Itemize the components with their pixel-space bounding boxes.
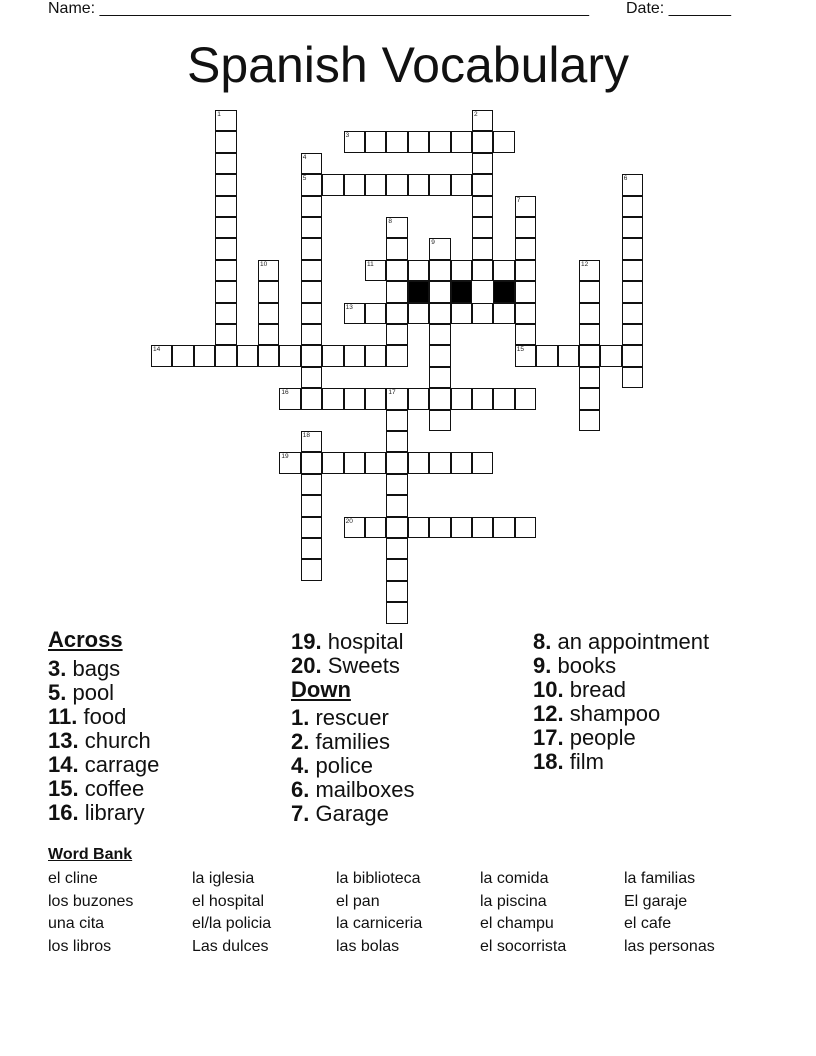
crossword-cell[interactable] [408,260,429,281]
crossword-cell[interactable] [215,131,236,152]
clue-number: 20 [345,517,353,525]
clue-number: 5. [48,680,67,705]
crossword-cell[interactable] [386,559,407,580]
crossword-cell[interactable] [408,452,429,473]
crossword-cell[interactable] [472,110,493,131]
clue-item [533,654,709,678]
clue-text: church [78,728,151,753]
crossword-cell[interactable] [429,324,450,345]
clue-text: families [309,729,391,754]
word-bank-item: el hospital [192,892,265,910]
crossword-cell[interactable] [322,174,343,195]
clue-number: 14. [48,752,79,777]
clue-item [533,750,709,774]
crossword-cell[interactable] [344,388,365,409]
clue-item [291,802,415,826]
crossword-cell[interactable] [429,174,450,195]
crossword-cell[interactable] [386,581,407,602]
word-bank-item: Las dulces [192,937,269,955]
clue-number: 2 [474,111,478,118]
crossword-cell[interactable] [515,345,536,366]
crossword-cell[interactable] [622,217,643,238]
clue-item [533,726,709,750]
crossword-cell[interactable] [386,303,407,324]
crossword-cell[interactable] [579,388,600,409]
crossword-cell[interactable] [429,238,450,259]
clue-number: 16. [48,800,79,825]
crossword-cell[interactable] [622,196,643,217]
crossword-cell[interactable] [622,367,643,388]
crossword-cell[interactable] [386,174,407,195]
clue-item [48,657,159,681]
clue-number: 7 [516,196,521,204]
crossword-cell[interactable] [279,452,300,473]
clue-item [291,754,415,778]
crossword-cell[interactable] [215,174,236,195]
crossword-cell[interactable] [493,303,514,324]
clue-text: hospital [321,629,404,654]
crossword-cell[interactable] [429,260,450,281]
crossword-cell[interactable] [472,238,493,259]
crossword-cell[interactable] [515,217,536,238]
clue-number: 2. [291,729,310,754]
crossword-cell[interactable] [386,538,407,559]
black-cell [408,281,429,302]
crossword-cell[interactable] [365,388,386,409]
clue-number: 1. [291,705,310,730]
crossword-cell[interactable] [515,196,536,217]
clue-number: 4 [302,153,307,161]
clue-text: carrage [78,752,160,777]
clue-number: 11 [367,260,374,268]
crossword-cell[interactable] [301,431,322,452]
clue-text: an appointment [551,629,710,654]
crossword-cell[interactable] [386,474,407,495]
word-bank-item: los buzones [48,892,134,910]
crossword-cell[interactable] [365,131,386,152]
clue-text: library [78,800,145,825]
crossword-cell[interactable] [386,388,407,409]
crossword-cell[interactable] [472,131,493,152]
crossword-cell[interactable] [451,452,472,473]
crossword-cell[interactable] [301,260,322,281]
crossword-cell[interactable] [301,281,322,302]
word-bank-item: el/la policia [192,915,272,932]
crossword-cell[interactable] [472,174,493,195]
word-bank-item: la piscina [480,892,547,910]
crossword-cell[interactable] [301,474,322,495]
clue-number: 17 [388,389,396,397]
crossword-cell[interactable] [451,260,472,281]
word-bank-item: una cita [48,915,105,932]
clue-item [48,753,159,777]
word-bank-item: la carniceria [336,915,423,932]
clue-number: 18. [533,749,564,774]
crossword-cell[interactable] [386,410,407,431]
clue-number: 3 [345,132,350,140]
clue-text: rescuer [309,705,389,730]
down-heading: Down [291,677,351,702]
crossword-cell[interactable] [429,131,450,152]
clue-number: 5 [302,175,307,183]
clue-item [48,729,159,753]
crossword-cell[interactable] [386,131,407,152]
crossword-cell[interactable] [344,131,365,152]
clue-text: people [563,725,636,750]
word-bank-item: El garaje [624,892,688,910]
crossword-cell[interactable] [301,538,322,559]
clue-number: 19 [281,453,289,461]
crossword-cell[interactable] [579,345,600,366]
word-bank-column [480,868,566,958]
crossword-cell[interactable] [386,324,407,345]
crossword-cell[interactable] [194,345,215,366]
clue-item [291,706,415,730]
crossword-cell[interactable] [365,345,386,366]
clue-number: 7. [291,801,310,826]
clues-column-1 [48,628,159,825]
clue-number: 10. [533,677,564,702]
crossword-cell[interactable] [429,303,450,324]
crossword-cell[interactable] [493,131,514,152]
crossword-cell[interactable] [451,131,472,152]
crossword-cell[interactable] [301,153,322,174]
crossword-cell[interactable] [429,517,450,538]
clue-number: 18 [302,432,311,439]
clue-number: 15. [48,776,79,801]
crossword-cell[interactable] [472,153,493,174]
crossword-cell[interactable] [215,110,236,131]
clue-item [533,678,709,702]
crossword-cell[interactable] [622,324,643,345]
crossword-cell[interactable] [451,517,472,538]
crossword-cell[interactable] [493,260,514,281]
clues-column-2 [291,628,415,826]
across-heading: Across [48,627,123,652]
word-bank-item: las bolas [336,937,400,955]
crossword-cell[interactable] [279,345,300,366]
crossword-cell[interactable] [515,281,536,302]
crossword-cell[interactable] [622,345,643,366]
crossword-cell[interactable] [622,260,643,281]
crossword-cell[interactable] [451,174,472,195]
clue-number: 12. [533,701,564,726]
crossword-cell[interactable] [301,495,322,516]
crossword-cell[interactable] [515,303,536,324]
crossword-cell[interactable] [301,388,322,409]
clue-text: Garage [309,801,389,826]
crossword-cell[interactable] [472,517,493,538]
word-bank-item: la biblioteca [336,870,421,887]
crossword-cell[interactable] [386,260,407,281]
crossword-cell[interactable] [515,238,536,259]
word-bank-item: el cafe [624,915,672,932]
crossword-cell[interactable] [365,260,386,281]
crossword-cell[interactable] [258,324,279,345]
clue-number: 8. [533,629,552,654]
date-field[interactable]: Date: _______ [626,0,731,17]
word-bank-column [336,868,422,958]
crossword-cell[interactable] [600,345,621,366]
crossword-cell[interactable] [365,517,386,538]
clue-number: 6. [291,777,310,802]
word-bank-item: el socorrista [480,937,567,955]
clue-number: 19. [291,629,322,654]
clue-item [291,630,415,654]
crossword-cell[interactable] [215,324,236,345]
crossword-cell[interactable] [451,303,472,324]
crossword-cell[interactable] [408,131,429,152]
clue-text: film [563,749,604,774]
clue-item [533,702,709,726]
crossword-cell[interactable] [301,324,322,345]
crossword-cell[interactable] [322,388,343,409]
clue-item [291,778,415,802]
crossword-cell[interactable] [622,238,643,259]
crossword-cell[interactable] [558,345,579,366]
clue-text: pool [66,680,115,705]
crossword-cell[interactable] [579,324,600,345]
crossword-cell[interactable] [258,281,279,302]
crossword-cell[interactable] [622,174,643,195]
clue-text: food [77,704,127,729]
crossword-cell[interactable] [365,303,386,324]
clue-number: 13 [345,303,353,311]
crossword-cell[interactable] [301,559,322,580]
clue-text: police [309,753,373,778]
across-clue-list-continued [291,630,415,678]
clue-item [291,654,415,678]
word-bank-column [624,868,715,958]
clue-number: 4. [291,753,310,778]
crossword-cell[interactable] [301,452,322,473]
clue-item [48,801,159,825]
crossword-cell[interactable] [515,260,536,281]
clue-number: 1 [217,111,221,118]
crossword-cell[interactable] [515,388,536,409]
clue-number: 8 [388,218,393,225]
crossword-cell[interactable] [536,345,557,366]
name-field[interactable]: Name: _______________________________________________________ [48,0,589,17]
clue-number: 12 [581,260,589,268]
clue-number: 14 [153,346,161,354]
crossword-cell[interactable] [344,174,365,195]
crossword-cell[interactable] [301,367,322,388]
crossword-cell[interactable] [579,260,600,281]
clues-column-3 [533,628,709,774]
crossword-cell[interactable] [429,388,450,409]
crossword-cell[interactable] [408,517,429,538]
word-bank-item: el cline [48,870,98,887]
crossword-cell[interactable] [429,410,450,431]
crossword-cell[interactable] [365,174,386,195]
crossword-cell[interactable] [301,517,322,538]
crossword-cell[interactable] [301,303,322,324]
crossword-cell[interactable] [215,196,236,217]
word-bank-title: Word Bank [48,846,133,863]
crossword-cell[interactable] [472,260,493,281]
crossword-cell[interactable] [279,388,300,409]
clue-text: shampoo [563,701,661,726]
word-bank-item: los libros [48,937,112,955]
crossword-cell[interactable] [301,345,322,366]
crossword-cell[interactable] [472,388,493,409]
crossword-cell[interactable] [472,303,493,324]
crossword-cell[interactable] [258,345,279,366]
page-title: Spanish Vocabulary [187,37,629,93]
crossword-cell[interactable] [344,452,365,473]
crossword-cell[interactable] [386,517,407,538]
crossword-cell[interactable] [515,517,536,538]
crossword-cell[interactable] [237,345,258,366]
crossword-cell[interactable] [579,410,600,431]
crossword-cell[interactable] [408,388,429,409]
crossword-cell[interactable] [258,260,279,281]
clue-number: 16 [281,389,289,397]
word-bank-column [192,868,271,958]
clue-number: 6 [623,175,628,183]
crossword-cell[interactable] [451,388,472,409]
crossword-cell[interactable] [622,303,643,324]
crossword-cell[interactable] [301,217,322,238]
word-bank-item: la familias [624,870,696,887]
crossword-cell[interactable] [386,431,407,452]
crossword-cell[interactable] [386,345,407,366]
crossword-cell[interactable] [408,303,429,324]
clue-text: mailboxes [309,777,415,802]
crossword-cell[interactable] [215,238,236,259]
crossword-cell[interactable] [429,345,450,366]
crossword-cell[interactable] [301,174,322,195]
word-bank-item: las personas [624,937,715,955]
clue-number: 10 [260,260,268,268]
crossword-cell[interactable] [172,345,193,366]
crossword-cell[interactable] [386,238,407,259]
clue-item [533,630,709,654]
clue-text: bread [563,677,626,702]
clue-number: 3. [48,656,67,681]
crossword-cell[interactable] [386,452,407,473]
clue-item [48,681,159,705]
crossword-cell[interactable] [386,602,407,623]
crossword-cell[interactable] [515,324,536,345]
crossword-cell[interactable] [215,153,236,174]
crossword-cell[interactable] [301,196,322,217]
crossword-cell[interactable] [429,281,450,302]
across-clue-list [48,657,159,825]
clue-number: 20. [291,653,322,678]
clue-number: 13. [48,728,79,753]
crossword-cell[interactable] [322,345,343,366]
crossword-cell[interactable] [493,517,514,538]
crossword-cell[interactable] [622,281,643,302]
clue-number: 11. [48,704,78,729]
clue-number: 17. [533,725,564,750]
crossword-cell[interactable] [215,260,236,281]
crossword-cell[interactable] [493,388,514,409]
black-cell [493,281,514,302]
crossword-cell[interactable] [386,281,407,302]
down-clue-list [291,706,415,826]
crossword-cell[interactable] [215,281,236,302]
crossword-cell[interactable] [322,452,343,473]
clue-item [48,705,159,729]
word-bank-item: la iglesia [192,870,255,887]
crossword-cell[interactable] [301,238,322,259]
down-clue-list-continued [533,630,709,774]
crossword-cell[interactable] [472,452,493,473]
crossword-cell[interactable] [429,367,450,388]
crossword-cell[interactable] [215,217,236,238]
clue-number: 9. [533,653,552,678]
clue-text: books [551,653,617,678]
crossword-cell[interactable] [386,217,407,238]
crossword-cell[interactable] [215,303,236,324]
word-bank-item: la comida [480,870,549,887]
crossword-cell[interactable] [429,452,450,473]
crossword-cell[interactable] [258,303,279,324]
clue-text: coffee [78,776,145,801]
crossword-cell[interactable] [151,345,172,366]
black-cell [451,281,472,302]
word-bank-item: el champu [480,915,554,932]
word-bank-item: el pan [336,892,380,910]
crossword-cell[interactable] [579,367,600,388]
crossword-cell[interactable] [344,517,365,538]
clue-number: 15 [516,346,525,354]
clue-number: 9 [431,239,435,247]
crossword-cell[interactable] [579,281,600,302]
crossword-cell[interactable] [344,303,365,324]
crossword-cell[interactable] [215,345,236,366]
clue-text: bags [66,656,121,681]
crossword-cell[interactable] [344,345,365,366]
clue-text: Sweets [321,653,400,678]
clue-item [48,777,159,801]
crossword-cell[interactable] [408,174,429,195]
crossword-cell[interactable] [472,196,493,217]
word-bank-column [48,868,133,958]
clue-item [291,730,415,754]
crossword-cell[interactable] [365,452,386,473]
crossword-cell[interactable] [472,217,493,238]
crossword-cell[interactable] [386,495,407,516]
crossword-cell[interactable] [579,303,600,324]
